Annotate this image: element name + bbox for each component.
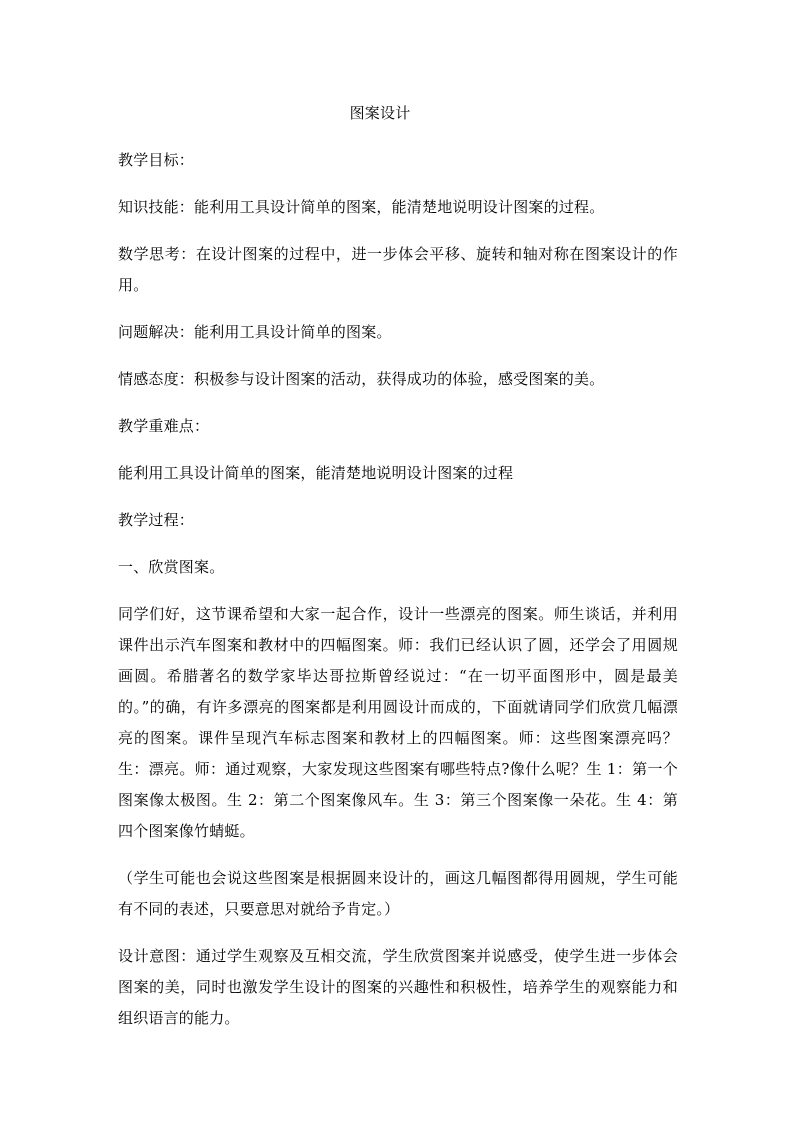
section-heading-objectives: 教学目标：	[118, 151, 195, 169]
section-heading-key-points: 教学重难点：	[118, 417, 210, 435]
paragraph-design-intent: 设计意图：通过学生观察及互相交流，学生欣赏图案并说感受，使学生进一步体会图案的美，同时也激发学生设计的图案的兴趣性和积极性，培养学生的观察能力和组织语言的能力。	[118, 947, 678, 1027]
paragraph-attitude: 情感态度：积极参与设计图案的活动，获得成功的体验，感受图案的美。	[118, 370, 605, 388]
section-heading-process: 教学过程：	[118, 511, 195, 529]
paragraph-problem-solving: 问题解决：能利用工具设计简单的图案。	[118, 323, 392, 341]
paragraph-lesson-dialogue: 同学们好，这节课希望和大家一起合作，设计一些漂亮的图案。师生谈话，并利用课件出示汽车图案和教材中的四幅图案。师：我们已经认识了圆，还学会了用圆规画圆。希腊著名的数学家毕达哥拉斯曾经说过：“在一切平面图形中，圆是最美的。”的确，有许多漂亮的图案都是利用圆设计而成的，下面就请同学们欣赏几幅漂亮的图案。课件呈现汽车标志图案和教材上的四幅图案。师：这些图案漂亮吗？生：漂亮。师：通过观察，大家发现这些图案有哪些特点?像什么呢？生 1：第一个图案像太极图。生 2：第二个图案像风车。生 3：第三个图案像一朵花。生 4：第四个图案像竹蜻蜓。	[118, 605, 678, 840]
paragraph-student-note: （学生可能也会说这些图案是根据圆来设计的，画这几幅图都得用圆规，学生可能有不同的表述，只要意思对就给予肯定。）	[118, 869, 678, 918]
paragraph-knowledge-skills: 知识技能：能利用工具设计简单的图案，能清楚地说明设计图案的过程。	[118, 198, 605, 216]
document-body	[118, 98, 678, 1050]
document-title: 图案设计	[349, 104, 411, 122]
subheading-appreciate-patterns: 一、欣赏图案。	[118, 558, 225, 576]
paragraph-key-points: 能利用工具设计简单的图案，能清楚地说明设计图案的过程	[118, 464, 514, 482]
paragraph-math-thinking: 数学思考：在设计图案的过程中，进一步体会平移、旋转和轴对称在图案设计的作用。	[118, 245, 678, 294]
